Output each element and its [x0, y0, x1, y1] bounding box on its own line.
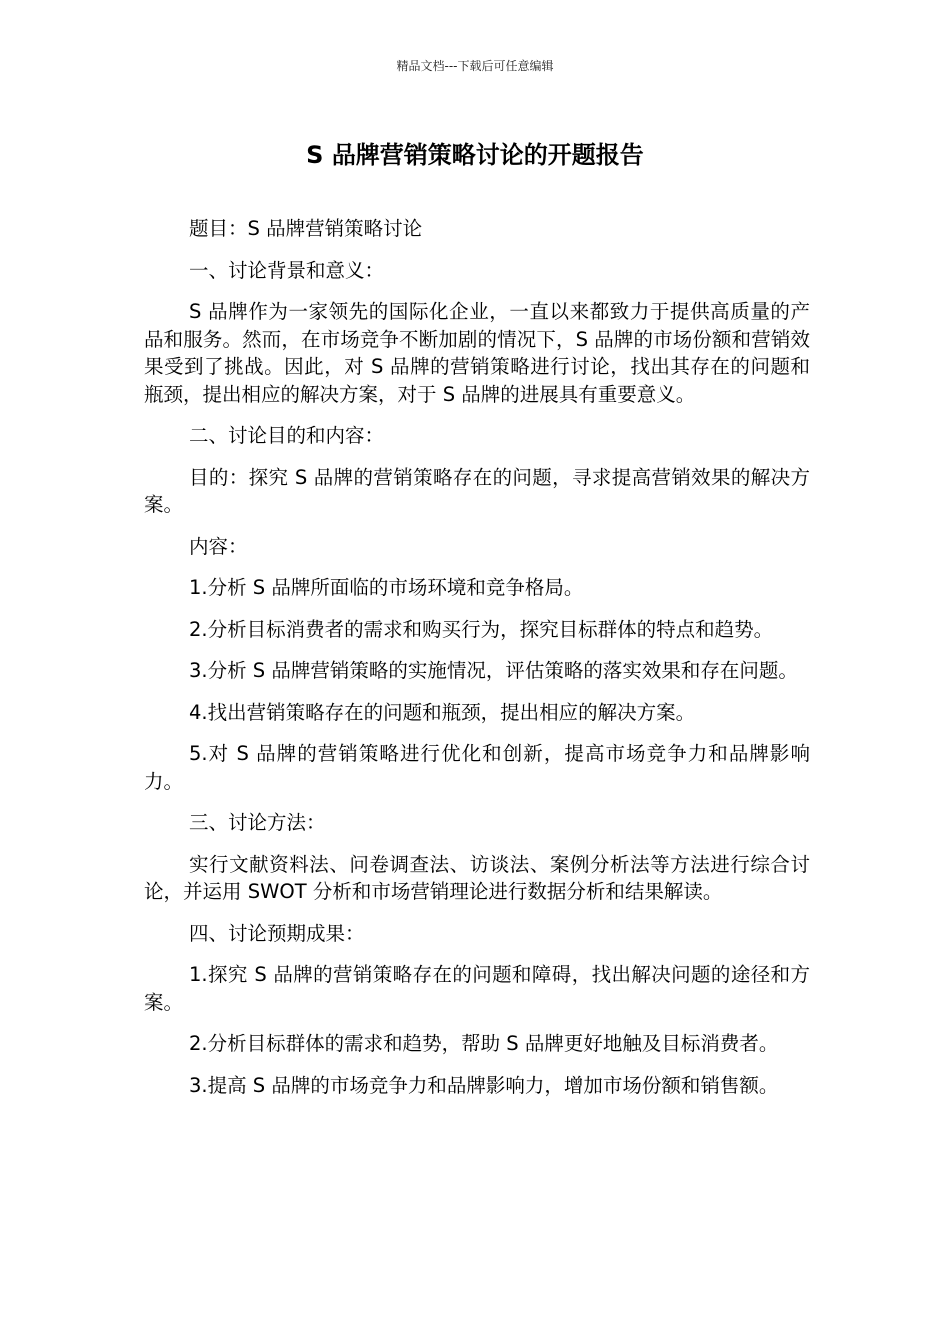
paragraph-content-label: 内容：	[189, 534, 248, 558]
list-item-content-4: 4.找出营销策略存在的问题和瓶颈，提出相应的解决方案。	[189, 700, 696, 724]
list-item-outcome-3: 3.提高 S 品牌的市场竞争力和品牌影响力，增加市场份额和销售额。	[189, 1073, 779, 1097]
paragraph-purpose: 目的：探究 S 品牌的营销策略存在的问题，寻求提高营销效果的解决方案。	[144, 465, 810, 516]
paragraph-background: S 品牌作为一家领先的国际化企业，一直以来都致力于提供高质量的产品和服务。然而，在市场竞争不断加剧的情况下，S 品牌的市场份额和营销效果受到了挑战。因此，对 S 品牌的营销策略进行讨论，找出其存在的问题和瓶颈，提出相应的解决方案，对于 S 品牌的进展具有重要意义。	[144, 300, 810, 406]
list-item-outcome-2: 2.分析目标群体的需求和趋势，帮助 S 品牌更好地触及目标消费者。	[189, 1032, 779, 1055]
section-heading-outcomes: 四、讨论预期成果：	[189, 921, 365, 945]
list-item-content-3: 3.分析 S 品牌营销策略的实施情况，评估策略的落实效果和存在问题。	[189, 659, 798, 682]
section-heading-purpose: 二、讨论目的和内容：	[189, 424, 385, 447]
paragraph-methods: 实行文献资料法、问卷调查法、访谈法、案例分析法等方法进行综合讨论，并运用 SWOT 分析和市场营销理论进行数据分析和结果解读。	[144, 852, 810, 903]
list-item-content-5: 5.对 S 品牌的营销策略进行优化和创新，提高市场竞争力和品牌影响力。	[144, 742, 810, 793]
list-item-content-1: 1.分析 S 品牌所面临的市场环境和竞争格局。	[189, 576, 584, 599]
paragraph-topic: 题目：S 品牌营销策略讨论	[189, 217, 423, 240]
header-note: 精品文档---下载后可任意编辑	[396, 59, 554, 73]
document-title: S 品牌营销策略讨论的开题报告	[306, 141, 644, 169]
list-item-outcome-1: 1.探究 S 品牌的营销策略存在的问题和障碍，找出解决问题的途径和方案。	[144, 963, 810, 1014]
section-heading-background: 一、讨论背景和意义：	[189, 258, 385, 282]
document-body	[144, 215, 810, 1113]
list-item-content-2: 2.分析目标消费者的需求和购买行为，探究目标群体的特点和趋势。	[189, 617, 774, 641]
section-heading-methods: 三、讨论方法：	[189, 811, 326, 834]
